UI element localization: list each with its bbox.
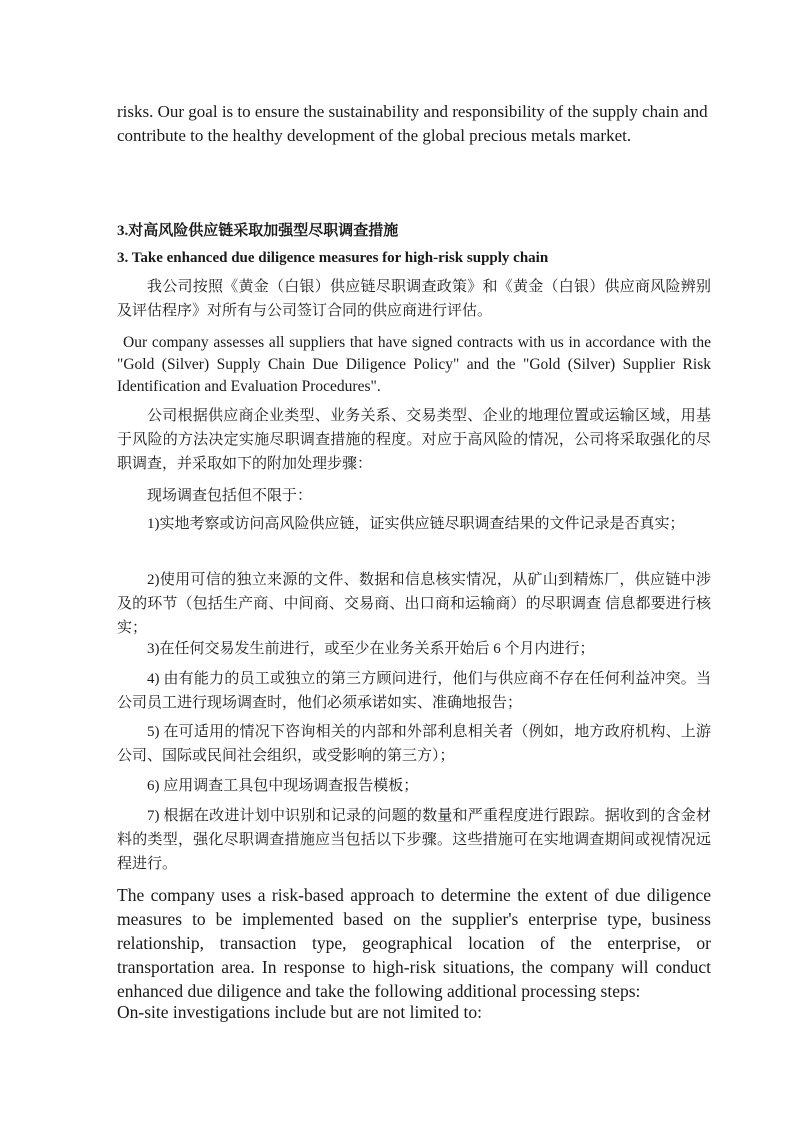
list-item: 4) 由有能力的员工或独立的第三方顾问进行，他们与供应商不存在任何利益冲突。当公司员工进行现场调查时，他们必须承诺如实、准确地报告； bbox=[117, 671, 711, 711]
paragraph-en: On-site investigations include but are not limited to: bbox=[117, 1002, 483, 1022]
paragraph-zh: 公司根据供应商企业类型、业务关系、交易类型、企业的地理位置或运输区域，用基于风险的方法决定实施尽职调查措施的程度。对应于高风险的情况，公司将采取强化的尽职调查，并采取如下的附加处理步骤： bbox=[117, 408, 711, 472]
paragraph-en: Our company assesses all suppliers that have signed contracts with us in accordance with the "Gold (Silver) Supply Chain Due Diligence Policy" and the "Gold (Silver) Supplier Risk Identification and Evaluation Procedures". bbox=[117, 334, 711, 395]
paragraph-en: The company uses a risk-based approach to determine the extent of due diligence measures to be implemented based on the supplier's enterprise type, business relationship, transaction type, geographical location of the enterprise, or transportation area. In response to high-risk situations, the company will conduct enhanced due diligence and take the following additional processing steps: bbox=[117, 885, 711, 1001]
paragraph-zh: 我公司按照《黄金（白银）供应链尽职调查政策》和《黄金（白银）供应商风险辨别及评估程序》对所有与公司签订合同的供应商进行评估。 bbox=[117, 279, 711, 319]
section-heading-zh: 3.对高风险供应链采取加强型尽职调查措施 bbox=[117, 223, 399, 239]
list-item: 5) 在可适用的情况下咨询相关的内部和外部利息相关者（例如，地方政府机构、上游公司、国际或民间社会组织，或受影响的第三方）； bbox=[117, 724, 711, 764]
intro-paragraph: risks. Our goal is to ensure the sustainability and responsibility of the supply chain and contribute to the healthy development of the global precious metals market. bbox=[117, 102, 708, 145]
list-item: 3)在任何交易发生前进行，或至少在业务关系开始后 6 个月内进行； bbox=[147, 641, 595, 657]
list-item: 7) 根据在改进计划中识别和记录的问题的数量和严重程度进行跟踪。据收到的含金材料的类型，强化尽职调查措施应当包括以下步骤。这些措施可在实地调查期间或视情况远程进行。 bbox=[117, 808, 711, 872]
list-item: 6) 应用调查工具包中现场调查报告模板； bbox=[147, 778, 419, 794]
paragraph-zh: 现场调查包括但不限于： bbox=[147, 488, 313, 504]
section-heading-en: 3. Take enhanced due diligence measures for high-risk supply chain bbox=[117, 250, 549, 266]
list-item: 2)使用可信的独立来源的文件、数据和信息核实情况，从矿山到精炼厂，供应链中涉及的环节（包括生产商、中间商、交易商、出口商和运输商）的尽职调查 信息都要进行核实； bbox=[117, 572, 711, 636]
list-item: 1)实地考察或访问高风险供应链，证实供应链尽职调查结果的文件记录是否真实； bbox=[147, 516, 685, 532]
